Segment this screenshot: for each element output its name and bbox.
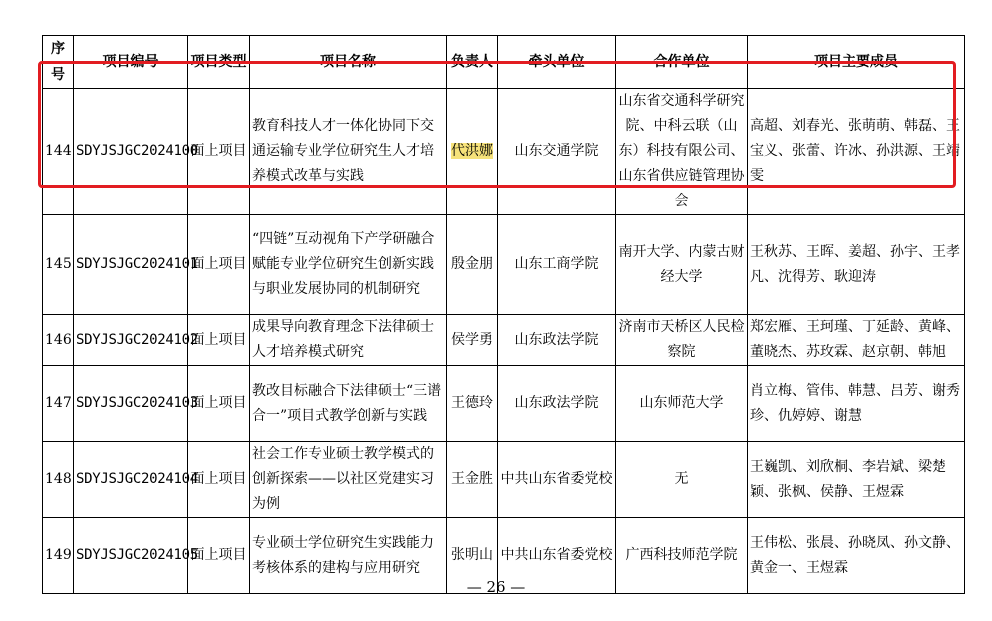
header-type: 项目类型 — [188, 36, 250, 89]
row-type: 面上项目 — [188, 366, 250, 442]
row-type: 面上项目 — [188, 215, 250, 315]
row-seq: 145 — [43, 215, 74, 315]
row-type: 面上项目 — [188, 89, 250, 215]
header-seq: 序号 — [43, 36, 74, 89]
row-lead-unit: 山东工商学院 — [498, 215, 616, 315]
row-name: 教育科技人才一体化协同下交通运输专业学位研究生人才培养模式改革与实践 — [250, 89, 447, 215]
row-members: 郑宏雁、王珂瑾、丁延龄、黄峰、董晓杰、苏玫霖、赵京朝、韩旭 — [748, 315, 965, 366]
row-leader: 王金胜 — [447, 442, 498, 518]
row-seq: 148 — [43, 442, 74, 518]
row-partners: 山东师范大学 — [616, 366, 748, 442]
row-lead-unit: 中共山东省委党校 — [498, 442, 616, 518]
row-seq: 147 — [43, 366, 74, 442]
row-members: 高超、刘春光、张萌萌、韩磊、王宝义、张蕾、许冰、孙洪源、王靖雯 — [748, 89, 965, 215]
row-lead-unit: 山东政法学院 — [498, 315, 616, 366]
row-type: 面上项目 — [188, 518, 250, 594]
table-header — [43, 36, 965, 89]
table-row — [43, 215, 965, 315]
table-body — [43, 89, 965, 594]
row-partners: 南开大学、内蒙古财经大学 — [616, 215, 748, 315]
row-type: 面上项目 — [188, 442, 250, 518]
header-lead-unit: 牵头单位 — [498, 36, 616, 89]
header-partners: 合作单位 — [616, 36, 748, 89]
projects-table — [42, 35, 965, 594]
row-name: 成果导向教育理念下法律硕士人才培养模式研究 — [250, 315, 447, 366]
row-members: 王巍凯、刘欣桐、李岩斌、梁楚颖、张枫、侯静、王煜霖 — [748, 442, 965, 518]
row-name: “四链”互动视角下产学研融合赋能专业学位研究生创新实践与职业发展协同的机制研究 — [250, 215, 447, 315]
row-code: SDYJSJGC2024103 — [74, 366, 188, 442]
row-members: 肖立梅、管伟、韩慧、吕芳、谢秀珍、仇婷婷、谢慧 — [748, 366, 965, 442]
row-partners: 山东省交通科学研究院、中科云联（山东）科技有限公司、山东省供应链管理协会 — [616, 89, 748, 215]
row-leader-cell — [447, 89, 498, 215]
row-lead-unit: 山东交通学院 — [498, 89, 616, 215]
row-leader-highlighted: 代洪娜 — [451, 143, 493, 159]
header-leader: 负责人 — [447, 36, 498, 89]
row-partners: 济南市天桥区人民检察院 — [616, 315, 748, 366]
row-name: 专业硕士学位研究生实践能力考核体系的建构与应用研究 — [250, 518, 447, 594]
table-row — [43, 366, 965, 442]
row-name: 社会工作专业硕士教学模式的创新探索——以社区党建实习为例 — [250, 442, 447, 518]
row-leader: 殷金朋 — [447, 215, 498, 315]
row-leader: 侯学勇 — [447, 315, 498, 366]
header-row — [43, 36, 965, 89]
row-name: 教改目标融合下法律硕士“三谱合一”项目式教学创新与实践 — [250, 366, 447, 442]
row-seq: 146 — [43, 315, 74, 366]
row-lead-unit: 中共山东省委党校 — [498, 518, 616, 594]
header-name: 项目名称 — [250, 36, 447, 89]
row-members: 王伟松、张晨、孙晓凤、孙文静、黄金一、王煜霖 — [748, 518, 965, 594]
header-code: 项目编号 — [74, 36, 188, 89]
table-row — [43, 89, 965, 215]
row-code: SDYJSJGC2024102 — [74, 315, 188, 366]
row-members: 王秋苏、王晖、姜超、孙宇、王孝凡、沈得芳、耿迎涛 — [748, 215, 965, 315]
row-lead-unit: 山东政法学院 — [498, 366, 616, 442]
row-code: SDYJSJGC2024104 — [74, 442, 188, 518]
row-leader: 张明山 — [447, 518, 498, 594]
row-code: SDYJSJGC2024101 — [74, 215, 188, 315]
row-seq: 149 — [43, 518, 74, 594]
row-code: SDYJSJGC2024100 — [74, 89, 188, 215]
page-number: — 26 — — [466, 578, 526, 596]
row-seq: 144 — [43, 89, 74, 215]
table-row — [43, 442, 965, 518]
table-row — [43, 315, 965, 366]
row-partners: 无 — [616, 442, 748, 518]
row-partners: 广西科技师范学院 — [616, 518, 748, 594]
row-type: 面上项目 — [188, 315, 250, 366]
row-leader: 王德玲 — [447, 366, 498, 442]
header-members: 项目主要成员 — [748, 36, 965, 89]
row-code: SDYJSJGC2024105 — [74, 518, 188, 594]
